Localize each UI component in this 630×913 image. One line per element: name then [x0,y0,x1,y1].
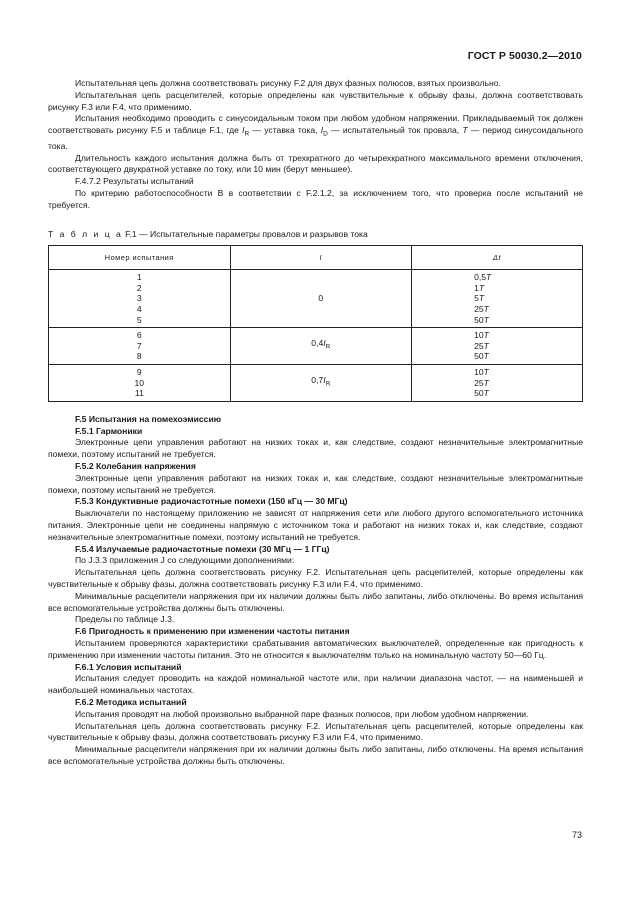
test-numbers-cell: 1 2 3 4 5 [49,270,231,328]
paragraph: Пределы по таблице J.3. [75,614,175,625]
paragraph: Электронные цепи управления работают на низких токах и, как следствие, создают незначительные электромагнитные помехи, поэтому испытаний не требуется. [48,472,583,495]
paragraph: Длительность каждого испытания должна быть от трехкратного до четырехкратного максимального времени отключения, соответствующего двукратной уставке по току, или 10 мин (берут меньшее). [48,152,583,175]
table-caption: Т а б л и ц а F.1 — Испытательные параметры провалов и разрывов тока [48,229,368,240]
test-parameters-table [48,245,583,402]
current-cell: $0,7I_R$ [230,365,412,402]
duration-cell: 0,5T 1T 5T 25T 50T [412,270,583,328]
table-header-duration: Δt [412,246,583,270]
paragraph: Минимальные расцепители напряжения при их наличии должны быть либо запитаны, либо отключены. На время испытания все вспомогательные устройства должны быть отключены. [48,744,583,766]
paragraph: Испытания проводят на любой произвольно выбранной паре фазных полюсов, при любом удобном напряжении. [75,708,529,719]
paragraph: Испытанием проверяются характеристики срабатывания автоматических выключателей, определенные как пригодность к применению при изменении частоты питания. Это не относится к выключателям только на номинальную частоту 50—60 Гц. [48,637,583,660]
paragraph: Испытательная цепь должна соответствовать рисунку F.2. Испытательная цепь расцепителей, которые определены как чувствительные к обрыву фазы, должна соответствовать рисунку F.3 или F.4, что применимо. [48,720,583,743]
paragraph-test-current: Испытания необходимо проводить с синусоидальным током при любом удобном напряжении. Прикладываемый ток должен соответствовать рисунку F.5 и таблице F.1, где $I_R$ — уставка тока, $I_D$ — испытательный ток провала, T — период синусоидального тока. [48,113,583,151]
table-row [49,365,583,402]
section-heading: F.5.1 Гармоники [75,425,143,436]
paragraph: Электронные цепи управления работают на низких токах и, как следствие, создают незначительные электромагнитные помехи, поэтому испытаний не требуется. [48,437,583,460]
current-cell: 0 [230,270,412,328]
duration-cell: 10T 25T 50T [412,365,583,402]
section-heading: F.5.4 Излучаемые радиочастотные помехи (30 МГц — 1 ГГц) [75,543,330,554]
page-content [48,78,583,768]
paragraph: По J.3.3 приложения J со следующими дополнениями: [75,555,295,566]
section-heading: F.6.2 Методика испытаний [75,696,187,707]
section-heading: F.6 Пригодность к применению при изменении частоты питания [75,626,350,637]
test-numbers-cell: 9 10 11 [49,365,231,402]
standard-header: ГОСТ Р 50030.2—2010 [467,50,582,62]
paragraph: Испытательная цепь расцепителей, которые определены как чувствительные к обрыву фазы, должна соответствовать рисунку F.3 или F.4, что применимо. [48,89,583,112]
section-heading: F.5.2 Колебания напряжения [75,461,196,471]
paragraph: Минимальные расцепители напряжения при их наличии должны быть либо запитаны, либо отключены. Во время испытания все вспомогательные устройства должны быть отключены. [48,590,583,613]
table-header-current: I [230,246,412,270]
section-heading: F.6.1 Условия испытаний [75,661,182,672]
page-number: 73 [571,830,582,840]
duration-cell: 10T 25T 50T [412,328,583,365]
paragraph: Испытания следует проводить на каждой номинальной частоте или, при наличии диапазона частот, — на наименьшей и наибольшей номинальных частотах. [48,673,583,696]
test-numbers-cell: 6 7 8 [49,328,231,365]
body-sections [48,414,583,768]
table-row [49,328,583,365]
paragraph: Испытательная цепь должна соответствовать рисунку F.2 для двух фазных полюсов, взятых произвольно. [75,78,501,88]
table-row [49,270,583,328]
paragraph: По критерию работоспособности B в соответствии с F.2.1.2, за исключением того, что проверка после испытаний не требуется. [48,187,583,210]
section-heading: F.5.3 Кондуктивные радиочастотные помехи (150 кГц — 30 МГц) [75,496,348,507]
paragraph: Выключатели по настоящему приложению не зависят от напряжения сети или любого другого вспомогательного источника питания. Электронные цепи не соединены напрямую с источником тока и работают на низких токах и, как следствие, создают незначительные электромагнитные помехи, поэтому испытаний не требуется. [48,508,583,542]
table-header-test-number: Номер испытания [49,246,231,270]
current-cell: $0,4I_R$ [230,328,412,365]
subsection-title: F.4.7.2 Результаты испытаний [75,176,194,187]
section-heading: F.5 Испытания на помехоэмиссию [75,413,222,424]
paragraph: Испытательная цепь должна соответствовать рисунку F.2. Испытательная цепь расцепителей, которые определены как чувствительные к обрыву фазы, должна соответствовать рисунку F.3 или F.4, что применимо. [48,567,583,589]
